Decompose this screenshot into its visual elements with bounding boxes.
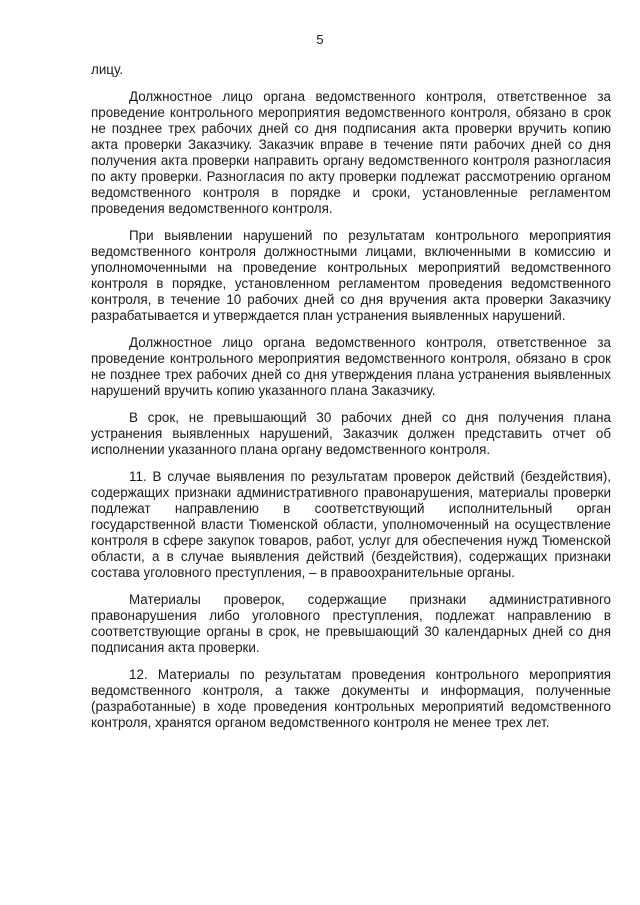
paragraph-materials-referral: Материалы проверок, содержащие признаки административного правонарушения либо уголовного преступления, подлежат направлению в соответствующие органы в срок, не превышающий 30 календарных дней со дня подписания акта проверки.: [91, 592, 611, 655]
paragraph-violations-plan: При выявлении нарушений по результатам контрольного мероприятия ведомственного контроля должностными лицами, включенными в комиссию и уполномоченными на проведение контрольных мероприятий ведомственного контроля в порядке, установленном регламентом проведения ведомственного контроля, в течение 10 рабочих дней со дня вручения акта проверки Заказчику разрабатывается и утверждается план устранения выявленных нарушений.: [91, 228, 611, 323]
document-body: [91, 62, 611, 742]
paragraph-plan-delivery: Должностное лицо органа ведомственного контроля, ответственное за проведение контрольного мероприятия ведомственного контроля, обязано в срок не позднее трех рабочих дней со дня утверждения плана устранения выявленных нарушений вручить копию указанного плана Заказчику.: [91, 335, 611, 398]
paragraph-plan-report: В срок, не превышающий 30 рабочих дней со дня получения плана устранения выявленных нарушений, Заказчик должен представить отчет об исполнении указанного плана органу ведомственного контроля.: [91, 410, 611, 457]
paragraph-act-delivery: Должностное лицо органа ведомственного контроля, ответственное за проведение контрольного мероприятия ведомственного контроля, обязано в срок не позднее трех рабочих дней со дня подписания акта проверки вручить копию акта проверки Заказчику. Заказчик вправе в течение пяти рабочих дней со дня получения акта проверки направить органу ведомственного контроля разногласия по акту проверки. Разногласия по акту проверки подлежат рассмотрению органом ведомственного контроля в порядке и сроки, установленные регламентом проведения ведомственного контроля.: [91, 89, 611, 216]
paragraph-item-12: 12. Материалы по результатам проведения контрольного мероприятия ведомственного контроля, а также документы и информация, полученные (разработанные) в ходе проведения контрольных мероприятий ведомственного контроля, хранятся органом ведомственного контроля не менее трех лет.: [91, 667, 611, 730]
page-number: 5: [316, 32, 324, 47]
paragraph-continuation: лицу.: [91, 62, 124, 77]
paragraph-item-11: 11. В случае выявления по результатам проверок действий (бездействия), содержащих признаки административного правонарушения, материалы проверки подлежат направлению в соответствующий исполнительный орган государственной власти Тюменской области, уполномоченный на осуществление контроля в сфере закупок товаров, работ, услуг для обеспечения нужд Тюменской области, а в случае выявления действий (бездействия), содержащих признаки состава уголовного преступления, – в правоохранительные органы.: [91, 469, 611, 580]
